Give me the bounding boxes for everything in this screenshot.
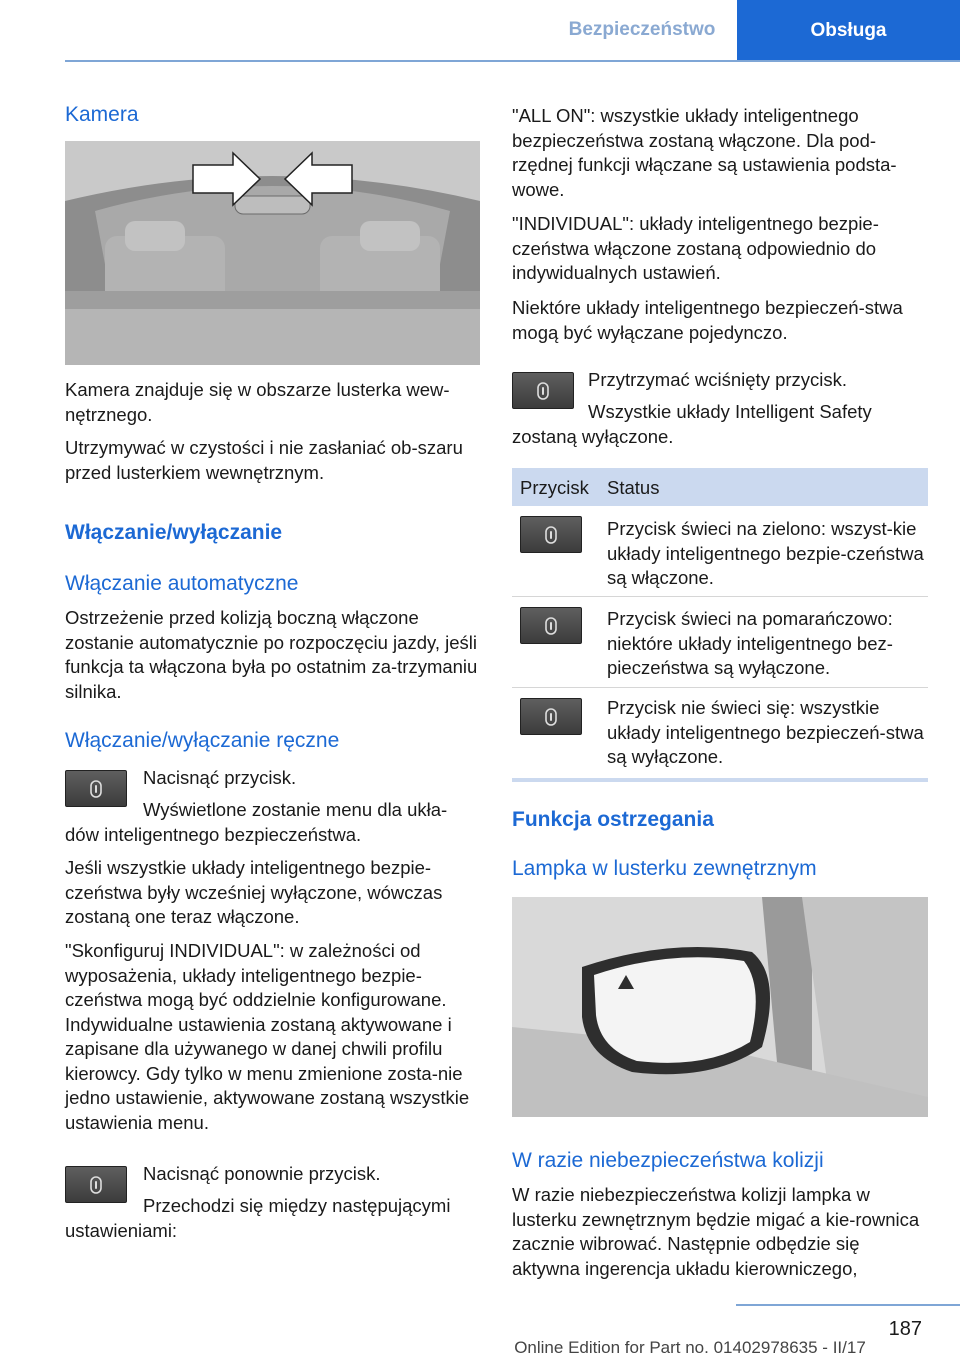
menu-shown-text: Wyświetlone zostanie menu dla ukła-dów inteligentnego bezpieczeństwa. bbox=[65, 799, 448, 845]
camera-title: Kamera bbox=[65, 103, 139, 126]
press-button-text: Nacisnąć przycisk. bbox=[143, 767, 297, 788]
individual-text: "INDIVIDUAL": układy inteligentnego bezpie-czeństwa włączone zostaną odpowiednio do indywidualnych ustawień. bbox=[512, 213, 879, 283]
auto-paragraph: Ostrzeżenie przed kolizją boczną włączone zostanie automatycznie po rozpoczęciu jazdy, jeśli funkcja ta włączona była po ostatnim za-trzymaniu silnika. bbox=[65, 607, 478, 702]
warning-function-title: Funkcja ostrzegania bbox=[512, 808, 714, 831]
danger-paragraph: W razie niebezpieczeństwa kolizji lampka w lusterku zewnętrznym będzie migać a kie-rownica zacznie wibrować. Następnie odbędzie się aktywna ingerencja układu kierowniczego, bbox=[512, 1184, 920, 1279]
auto-title: Włączanie automatyczne bbox=[65, 572, 299, 595]
table-row-divider bbox=[512, 596, 928, 597]
header-divider bbox=[65, 60, 960, 62]
intelligent-safety-button-icon bbox=[520, 607, 582, 644]
danger-title: W razie niebezpieczeństwa kolizji bbox=[512, 1149, 824, 1172]
intelligent-safety-button-icon bbox=[520, 516, 582, 553]
table-row: Przycisk świeci na zielono: wszyst-kie układy inteligentnego bezpie-czeństwa są włączone. bbox=[607, 518, 924, 588]
table-end-bar bbox=[512, 778, 928, 782]
intelligent-safety-button-icon bbox=[520, 698, 582, 735]
mirror-photo bbox=[512, 897, 928, 1117]
mirror-lamp-title: Lampka w lusterku zewnętrznym bbox=[512, 857, 817, 880]
side-mirror-image bbox=[512, 897, 928, 1117]
some-single-text: Niektóre układy inteligentnego bezpieczeń-stwa mogą być wyłączane pojedynczo. bbox=[512, 297, 903, 343]
onoff-title: Włączanie/wyłączanie bbox=[65, 521, 283, 544]
manual-title: Włączanie/wyłączanie ręczne bbox=[65, 729, 340, 752]
camera-paragraph-2: Utrzymywać w czystości i nie zasłaniać ob-szaru przed lusterkiem wewnętrznym. bbox=[65, 437, 463, 483]
if-all-off-text: Jeśli wszystkie układy inteligentnego bezpie-czeństwa były wcześniej wyłączone, wówczas zostaną one teraz włączone. bbox=[65, 857, 443, 927]
header-active-tab: Obsługa bbox=[737, 0, 960, 62]
header-section-tab: Bezpieczeństwo bbox=[568, 19, 716, 40]
configure-text: "Skonfiguruj INDIVIDUAL": w zależności od wyposażenia, układy inteligentnego bezpie-czeństwa mogą być oddzielnie konfigurowane. Indywidualne ustawienia zostaną aktywowane i zapisane dla używanego w danej chwili profilu kierowcy. Gdy tylko w menu zmienione zosta-nie jedno ustawienie, aktywowane zostaną wszystkie ustawienia menu. bbox=[65, 940, 470, 1133]
all-on-text: "ALL ON": wszystkie układy inteligentnego bezpieczeństwa zostaną włączone. Dla pod-rzędnej funkcji włączane są ustawienia podsta-wowe. bbox=[512, 105, 897, 200]
all-off-text: Wszystkie układy Intelligent Safety zostaną wyłączone. bbox=[512, 401, 872, 447]
car-interior-image bbox=[65, 141, 480, 365]
edition-footer: Online Edition for Part no. 01402978635 - II/17 bbox=[514, 1338, 866, 1357]
camera-photo bbox=[65, 141, 480, 365]
table-col-status: Status bbox=[607, 477, 660, 498]
table-col-button: Przycisk bbox=[520, 477, 589, 498]
table-row: Przycisk świeci na pomarańczowo: niektóre układy inteligentnego bez-pieczeństwa są wyłączone. bbox=[607, 608, 893, 678]
switch-between-text: Przechodzi się między następującymi ustawieniami: bbox=[65, 1195, 451, 1241]
table-row: Przycisk nie świeci się: wszystkie układy inteligentnego bezpieczeń-stwa są wyłączone. bbox=[607, 697, 924, 767]
hold-text: Przytrzymać wciśnięty przycisk. bbox=[588, 369, 848, 390]
page-number: 187 bbox=[888, 1318, 922, 1340]
table-row-divider bbox=[512, 687, 928, 688]
camera-paragraph-1: Kamera znajduje się w obszarze lusterka wew-nętrznego. bbox=[65, 379, 450, 425]
footer-divider bbox=[736, 1304, 960, 1306]
press-again-text: Nacisnąć ponownie przycisk. bbox=[143, 1163, 381, 1184]
